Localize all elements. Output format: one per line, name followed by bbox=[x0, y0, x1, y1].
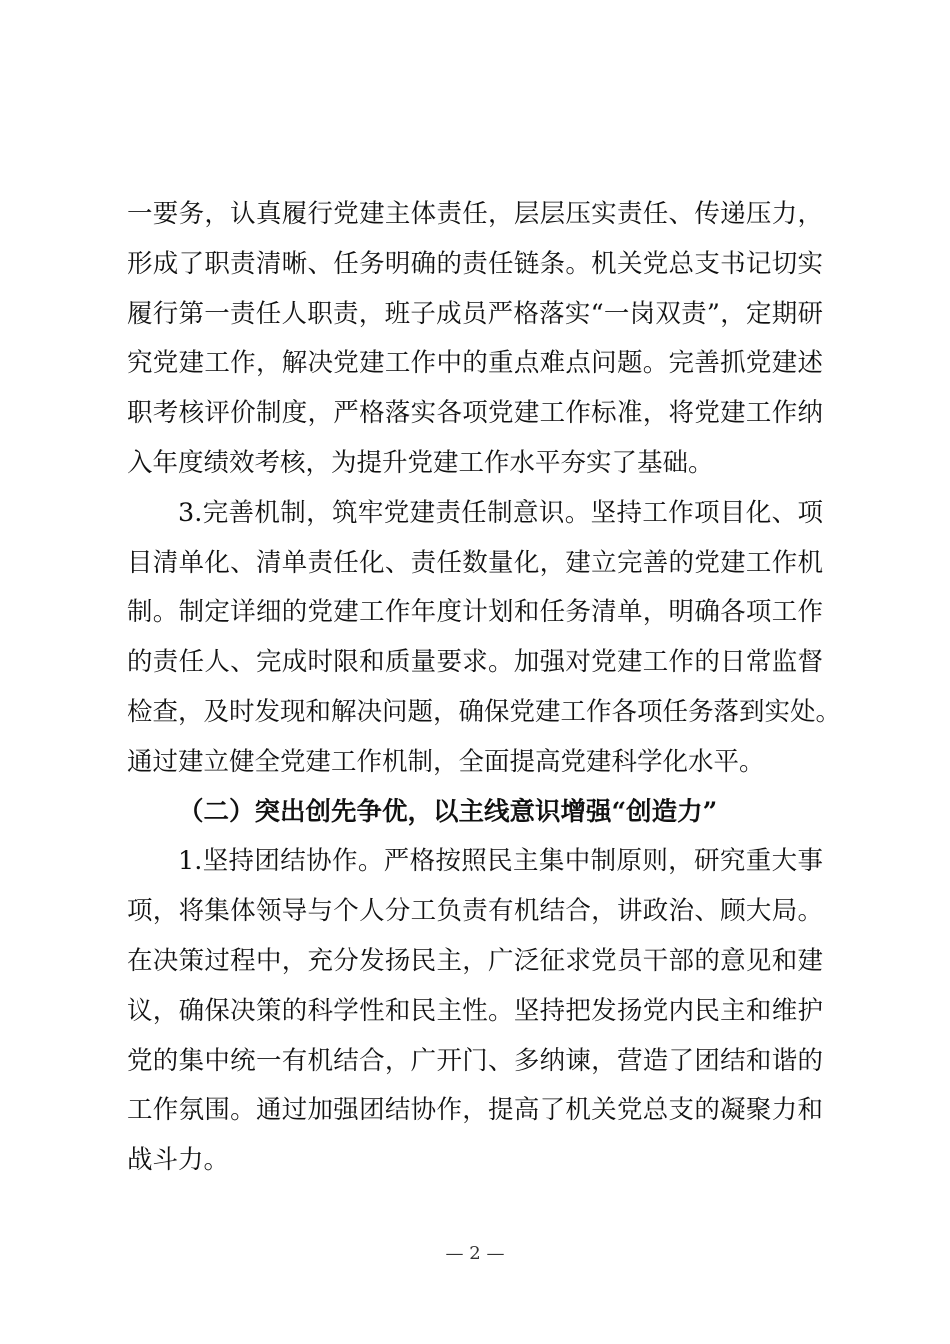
paragraph-3 bbox=[127, 837, 823, 1186]
text-line: 战斗力。 bbox=[127, 1145, 230, 1176]
section-heading: （二）突出创先争优，以主线意识增强“创造力” bbox=[178, 796, 718, 827]
text-line: 议，确保决策的科学性和民主性。坚持把发扬党内民主和维护 bbox=[127, 995, 823, 1026]
text-line: 究党建工作，解决党建工作中的重点难点问题。完善抓党建述 bbox=[127, 348, 823, 379]
text-line: 目清单化、清单责任化、责任数量化，建立完善的党建工作机 bbox=[127, 547, 823, 578]
text-line: 党的集中统一有机结合，广开门、多纳谏，营造了团结和谐的 bbox=[127, 1045, 823, 1076]
text-line: 通过建立健全党建工作机制，全面提高党建科学化水平。 bbox=[127, 746, 765, 777]
paragraph-2 bbox=[127, 489, 842, 788]
text-line: 3.完善机制，筑牢党建责任制意识。坚持工作项目化、项 bbox=[178, 497, 823, 528]
text-line: 1.坚持团结协作。严格按照民主集中制原则，研究重大事 bbox=[178, 846, 823, 877]
text-line: 履行第一责任人职责，班子成员严格落实“一岗双责”，定期研 bbox=[127, 298, 823, 329]
text-line: 的责任人、完成时限和质量要求。加强对党建工作的日常监督 bbox=[127, 647, 823, 678]
document-body bbox=[127, 190, 842, 1186]
text-line: 入年度绩效考核，为提升党建工作水平夯实了基础。 bbox=[127, 447, 714, 478]
text-line: 职考核评价制度，严格落实各项党建工作标准，将党建工作纳 bbox=[127, 398, 823, 429]
page-number: — 2 — bbox=[445, 1243, 505, 1264]
text-line: 制。制定详细的党建工作年度计划和任务清单，明确各项工作 bbox=[127, 597, 823, 628]
text-line: 工作氛围。通过加强团结协作，提高了机关党总支的凝聚力和 bbox=[127, 1095, 823, 1126]
text-line: 检查，及时发现和解决问题，确保党建工作各项任务落到实处。 bbox=[127, 696, 842, 727]
paragraph-1 bbox=[127, 190, 823, 489]
text-line: 一要务，认真履行党建主体责任，层层压实责任、传递压力， bbox=[127, 199, 823, 229]
text-line: 项，将集体领导与个人分工负责有机结合，讲政治、顾大局。 bbox=[127, 896, 823, 927]
text-line: 形成了职责清晰、任务明确的责任链条。机关党总支书记切实 bbox=[127, 248, 823, 279]
text-line: 在决策过程中，充分发扬民主，广泛征求党员干部的意见和建 bbox=[127, 945, 823, 976]
